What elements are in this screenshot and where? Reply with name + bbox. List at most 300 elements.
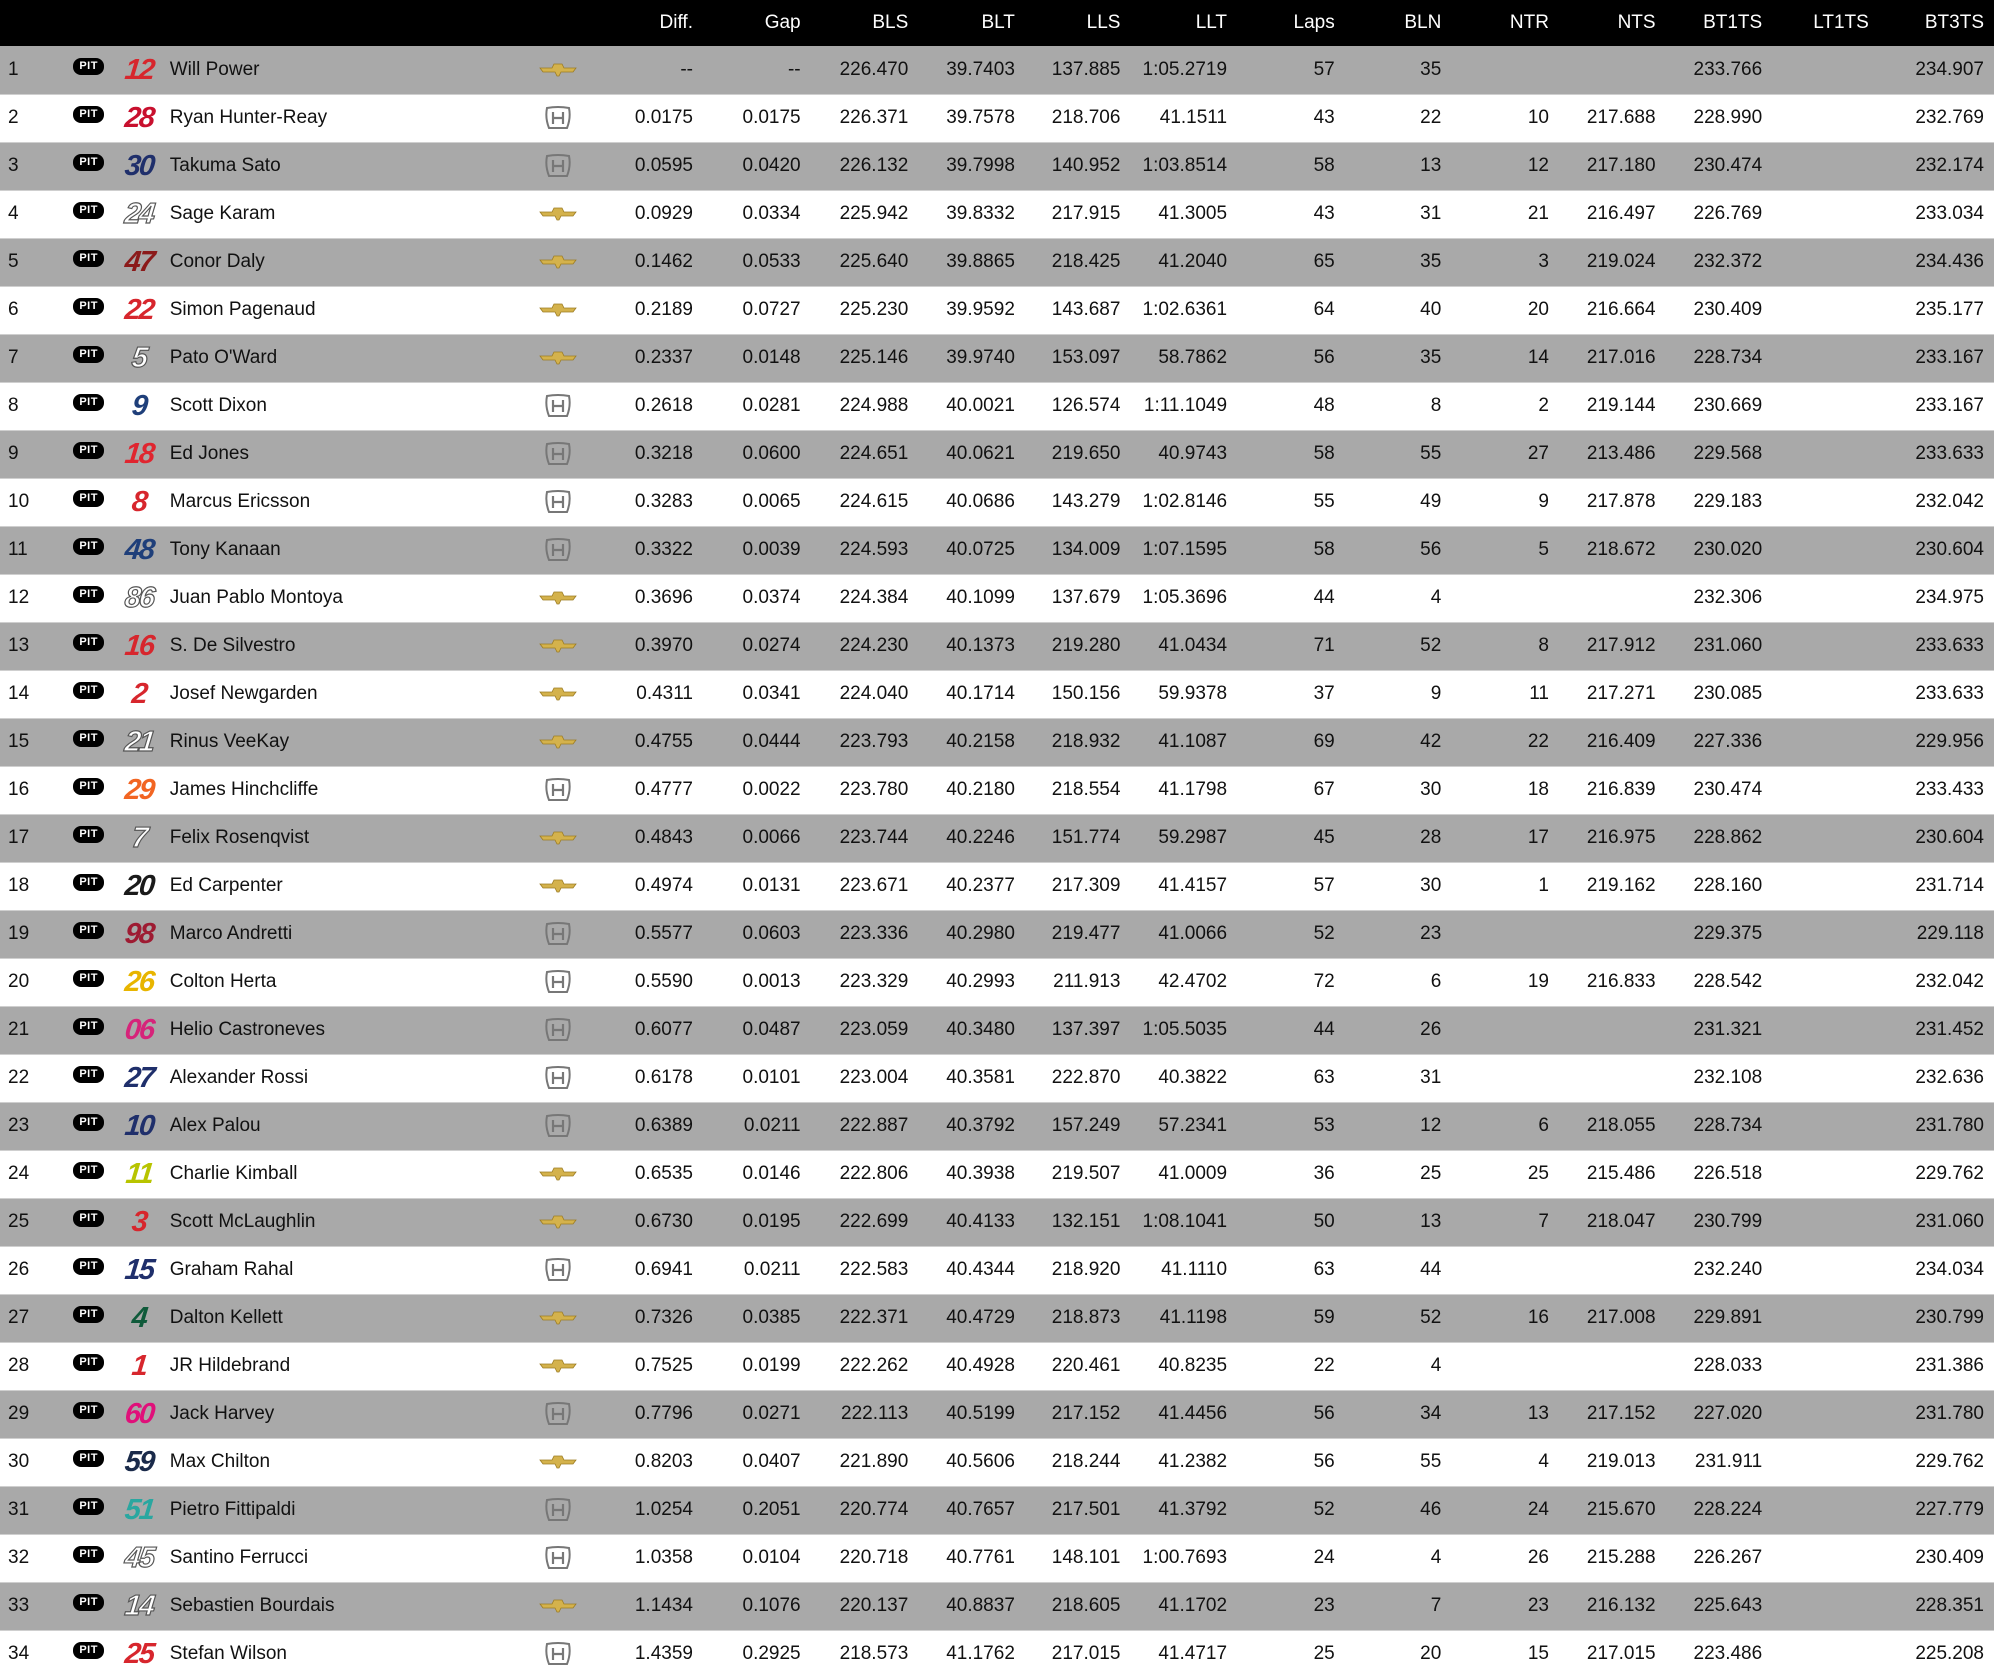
car-number-cell [112,1582,167,1630]
header-lt1ts[interactable]: LT1TS [1813,12,1869,33]
bt1ts-cell: 230.474 [1666,142,1773,190]
gap-cell: 0.0420 [703,142,811,190]
pit-cell [65,1102,111,1150]
position-cell: 8 [0,382,65,430]
header-pit[interactable] [65,0,111,46]
bt1ts-cell: 230.020 [1666,526,1773,574]
header-llt[interactable]: LLT [1195,12,1228,33]
position-cell: 5 [0,238,65,286]
engine-cell [528,1198,589,1246]
car-number-cell [112,1534,167,1582]
llt-cell: 41.1087 [1130,718,1237,766]
laps-cell: 24 [1237,1534,1345,1582]
blt-cell: 39.7998 [918,142,1025,190]
ntr-cell: 23 [1451,1582,1559,1630]
car-number-cell [112,1006,167,1054]
header-pos[interactable] [0,0,65,46]
ntr-cell [1451,910,1559,958]
lls-cell: 222.870 [1025,1054,1131,1102]
car-number-cell [112,814,167,862]
ntr-cell: 14 [1451,334,1559,382]
diff-cell: 1.1434 [589,1582,703,1630]
table-row[interactable] [0,862,1994,910]
driver-name: S. De Silvestro [167,622,528,670]
driver-name: Simon Pagenaud [167,286,528,334]
lt1ts-cell [1772,670,1879,718]
header-blt[interactable]: BLT [981,12,1015,33]
bls-cell: 225.146 [811,334,919,382]
car-number-logo: 28 [123,102,156,134]
table-row[interactable] [0,94,1994,142]
lt1ts-cell [1772,238,1879,286]
position-cell: 9 [0,430,65,478]
header-bt1ts[interactable]: BT1TS [1703,12,1763,33]
table-row[interactable] [0,1486,1994,1534]
pit-badge-icon: PIT [73,490,104,507]
bln-cell: 49 [1345,478,1452,526]
pit-badge-icon: PIT [73,922,104,939]
header-nts[interactable]: NTS [1617,12,1656,33]
llt-cell: 41.1798 [1130,766,1237,814]
blt-cell: 40.4133 [918,1198,1025,1246]
laps-cell: 67 [1237,766,1345,814]
driver-name: Josef Newgarden [167,670,528,718]
bln-cell: 35 [1345,334,1452,382]
table-row[interactable] [0,1438,1994,1486]
car-number-cell [112,190,167,238]
pit-badge-icon: PIT [73,346,104,363]
llt-cell: 41.2382 [1130,1438,1237,1486]
diff-cell: 0.4974 [589,862,703,910]
table-row[interactable] [0,1246,1994,1294]
header-laps[interactable]: Laps [1293,12,1335,33]
table-row[interactable] [0,574,1994,622]
engine-cell [528,526,589,574]
table-row[interactable] [0,1054,1994,1102]
bt3ts-cell: 228.351 [1879,1582,1994,1630]
table-row[interactable] [0,718,1994,766]
laps-cell: 25 [1237,1630,1345,1678]
chevrolet-icon [539,731,577,752]
driver-name: Ed Carpenter [167,862,528,910]
car-number-logo: 30 [123,150,156,182]
engine-cell [528,286,589,334]
ntr-cell: 4 [1451,1438,1559,1486]
driver-name: Max Chilton [167,1438,528,1486]
engine-cell [528,1006,589,1054]
bt1ts-cell: 230.799 [1666,1198,1773,1246]
engine-cell [528,1294,589,1342]
lls-cell: 218.706 [1025,94,1131,142]
pit-cell [65,1534,111,1582]
nts-cell [1559,1342,1666,1390]
car-number-cell [112,1054,167,1102]
car-number-logo: 21 [123,726,156,758]
driver-name: Marco Andretti [167,910,528,958]
llt-cell: 41.1110 [1130,1246,1237,1294]
bls-cell: 222.113 [811,1390,919,1438]
nts-cell: 217.180 [1559,142,1666,190]
bt1ts-cell: 232.240 [1666,1246,1773,1294]
car-number-cell [112,1486,167,1534]
laps-cell: 45 [1237,814,1345,862]
table-row[interactable] [0,766,1994,814]
diff-cell: 0.4777 [589,766,703,814]
chevrolet-icon [539,203,577,224]
engine-cell [528,910,589,958]
lls-cell: 218.873 [1025,1294,1131,1342]
car-number-logo: 06 [123,1014,156,1046]
bln-cell: 35 [1345,238,1452,286]
pit-cell [65,622,111,670]
header-gap[interactable]: Gap [764,12,801,33]
engine-cell [528,958,589,1006]
llt-cell: 41.1511 [1130,94,1237,142]
bt3ts-cell: 234.975 [1879,574,1994,622]
header-driver[interactable] [167,0,528,46]
diff-cell: 0.7326 [589,1294,703,1342]
gap-cell: 0.0065 [703,478,811,526]
car-number-cell [112,526,167,574]
header-car[interactable] [112,0,167,46]
lt1ts-cell [1772,1582,1879,1630]
table-row[interactable] [0,958,1994,1006]
car-number-logo: 25 [123,1638,156,1671]
bls-cell: 220.774 [811,1486,919,1534]
table-row[interactable] [0,1006,1994,1054]
header-lls[interactable]: LLS [1086,12,1121,33]
car-number-logo: 59 [123,1446,156,1478]
pit-cell [65,1054,111,1102]
car-number-cell [112,1438,167,1486]
honda-icon [544,923,572,944]
bls-cell: 222.583 [811,1246,919,1294]
car-number-cell [112,1102,167,1150]
table-row[interactable] [0,430,1994,478]
pit-badge-icon: PIT [73,1498,104,1515]
bls-cell: 224.651 [811,430,919,478]
table-row[interactable] [0,286,1994,334]
driver-name: Dalton Kellett [167,1294,528,1342]
bt3ts-cell: 232.174 [1879,142,1994,190]
laps-cell: 37 [1237,670,1345,718]
pit-badge-icon: PIT [73,874,104,891]
blt-cell: 40.8837 [918,1582,1025,1630]
header-bls[interactable]: BLS [872,12,909,33]
bt3ts-cell: 230.604 [1879,526,1994,574]
laps-cell: 63 [1237,1246,1345,1294]
llt-cell: 41.1198 [1130,1294,1237,1342]
gap-cell: 0.0199 [703,1342,811,1390]
engine-cell [528,1486,589,1534]
position-cell: 6 [0,286,65,334]
llt-cell: 1:05.3696 [1130,574,1237,622]
position-cell: 30 [0,1438,65,1486]
blt-cell: 40.7761 [918,1534,1025,1582]
lt1ts-cell [1772,958,1879,1006]
honda-icon [544,1019,572,1040]
lt1ts-cell [1772,718,1879,766]
lt1ts-cell [1772,334,1879,382]
bt1ts-cell: 230.085 [1666,670,1773,718]
position-cell: 27 [0,1294,65,1342]
lt1ts-cell [1772,1102,1879,1150]
bt3ts-cell: 229.762 [1879,1438,1994,1486]
lls-cell: 218.920 [1025,1246,1131,1294]
table-row[interactable] [0,1198,1994,1246]
bt1ts-cell: 229.891 [1666,1294,1773,1342]
ntr-cell: 6 [1451,1102,1559,1150]
table-row[interactable] [0,190,1994,238]
gap-cell: 0.0022 [703,766,811,814]
position-cell: 22 [0,1054,65,1102]
bls-cell: 224.040 [811,670,919,718]
diff-cell: 0.6941 [589,1246,703,1294]
pit-badge-icon: PIT [73,1114,104,1131]
bls-cell: 225.640 [811,238,919,286]
table-row[interactable] [0,238,1994,286]
table-row[interactable] [0,526,1994,574]
gap-cell: 0.1076 [703,1582,811,1630]
ntr-cell: 13 [1451,1390,1559,1438]
lls-cell: 151.774 [1025,814,1131,862]
position-cell: 21 [0,1006,65,1054]
pit-cell [65,334,111,382]
laps-cell: 58 [1237,142,1345,190]
table-row[interactable] [0,382,1994,430]
lt1ts-cell [1772,1438,1879,1486]
bt3ts-cell: 229.118 [1879,910,1994,958]
lls-cell: 132.151 [1025,1198,1131,1246]
diff-cell: 0.1462 [589,238,703,286]
driver-name: Helio Castroneves [167,1006,528,1054]
bt1ts-cell: 232.372 [1666,238,1773,286]
pit-cell [65,670,111,718]
table-row[interactable] [0,1150,1994,1198]
blt-cell: 40.2246 [918,814,1025,862]
diff-cell: 0.7525 [589,1342,703,1390]
driver-name: Charlie Kimball [167,1150,528,1198]
engine-cell [528,46,589,94]
nts-cell [1559,1246,1666,1294]
llt-cell: 41.0066 [1130,910,1237,958]
ntr-cell: 22 [1451,718,1559,766]
ntr-cell: 2 [1451,382,1559,430]
bls-cell: 218.573 [811,1630,919,1678]
llt-cell: 1:03.8514 [1130,142,1237,190]
lt1ts-cell [1772,1198,1879,1246]
position-cell: 26 [0,1246,65,1294]
bt1ts-cell: 227.336 [1666,718,1773,766]
gap-cell: 0.0104 [703,1534,811,1582]
car-number-cell [112,718,167,766]
lt1ts-cell [1772,1630,1879,1678]
driver-name: Conor Daly [167,238,528,286]
bt1ts-cell: 226.518 [1666,1150,1773,1198]
diff-cell: 0.6178 [589,1054,703,1102]
engine-cell [528,334,589,382]
car-number-logo: 9 [130,390,149,422]
table-row[interactable] [0,142,1994,190]
pit-badge-icon: PIT [73,634,104,651]
driver-name: Pato O'Ward [167,334,528,382]
engine-cell [528,1438,589,1486]
nts-cell: 217.271 [1559,670,1666,718]
pit-cell [65,814,111,862]
bln-cell: 46 [1345,1486,1452,1534]
gap-cell: 0.0600 [703,430,811,478]
pit-cell [65,142,111,190]
table-row[interactable] [0,46,1994,94]
bls-cell: 224.593 [811,526,919,574]
car-number-cell [112,94,167,142]
car-number-cell [112,1342,167,1390]
bt3ts-cell: 231.452 [1879,1006,1994,1054]
lls-cell: 218.932 [1025,718,1131,766]
table-row[interactable] [0,1294,1994,1342]
pit-badge-icon: PIT [73,538,104,555]
laps-cell: 59 [1237,1294,1345,1342]
car-number-logo: 60 [123,1398,156,1430]
table-row[interactable] [0,1534,1994,1582]
table-row[interactable] [0,622,1994,670]
bln-cell: 12 [1345,1102,1452,1150]
table-row[interactable] [0,910,1994,958]
bls-cell: 223.329 [811,958,919,1006]
bls-cell: 223.059 [811,1006,919,1054]
engine-cell [528,190,589,238]
ntr-cell: 16 [1451,1294,1559,1342]
table-row[interactable] [0,478,1994,526]
driver-name: Takuma Sato [167,142,528,190]
table-row[interactable] [0,1390,1994,1438]
pit-badge-icon: PIT [73,1546,104,1563]
chevrolet-icon [539,683,577,704]
header-ntr[interactable]: NTR [1509,12,1549,33]
llt-cell: 59.2987 [1130,814,1237,862]
timing-body [0,46,1994,1678]
car-number-cell [112,382,167,430]
table-row[interactable] [0,1342,1994,1390]
gap-cell: 0.0146 [703,1150,811,1198]
bt3ts-cell: 231.780 [1879,1102,1994,1150]
ntr-cell [1451,1054,1559,1102]
position-cell: 31 [0,1486,65,1534]
gap-cell: 0.0066 [703,814,811,862]
lls-cell: 217.015 [1025,1630,1131,1678]
car-number-logo: 45 [123,1542,156,1574]
pit-badge-icon: PIT [73,826,104,843]
laps-cell: 56 [1237,334,1345,382]
header-bln[interactable]: BLN [1404,12,1442,33]
engine-cell [528,862,589,910]
gap-cell: 0.0487 [703,1006,811,1054]
bls-cell: 224.230 [811,622,919,670]
header-bt3ts[interactable]: BT3TS [1924,12,1984,33]
diff-cell: 0.2189 [589,286,703,334]
nts-cell: 216.975 [1559,814,1666,862]
table-row[interactable] [0,1582,1994,1630]
nts-cell: 217.878 [1559,478,1666,526]
table-row[interactable] [0,670,1994,718]
nts-cell: 217.152 [1559,1390,1666,1438]
bln-cell: 22 [1345,94,1452,142]
bt3ts-cell: 231.386 [1879,1342,1994,1390]
position-cell: 28 [0,1342,65,1390]
honda-icon [544,1547,572,1568]
position-cell: 16 [0,766,65,814]
diff-cell: 1.0358 [589,1534,703,1582]
pit-badge-icon: PIT [73,1018,104,1035]
car-number-cell [112,334,167,382]
position-cell: 23 [0,1102,65,1150]
table-row[interactable] [0,814,1994,862]
table-row[interactable] [0,1630,1994,1678]
pit-badge-icon: PIT [73,298,104,315]
honda-icon [544,107,572,128]
gap-cell: 0.0603 [703,910,811,958]
car-number-cell [112,286,167,334]
driver-name: Graham Rahal [167,1246,528,1294]
table-row[interactable] [0,1102,1994,1150]
laps-cell: 72 [1237,958,1345,1006]
lls-cell: 218.425 [1025,238,1131,286]
laps-cell: 55 [1237,478,1345,526]
pit-cell [65,1486,111,1534]
ntr-cell: 9 [1451,478,1559,526]
bt1ts-cell: 228.542 [1666,958,1773,1006]
pit-badge-icon: PIT [73,1210,104,1227]
diff-cell: 0.5590 [589,958,703,1006]
nts-cell: 216.497 [1559,190,1666,238]
ntr-cell: 24 [1451,1486,1559,1534]
driver-name: Pietro Fittipaldi [167,1486,528,1534]
bls-cell: 226.132 [811,142,919,190]
lls-cell: 219.650 [1025,430,1131,478]
car-number-logo: 51 [123,1494,156,1526]
nts-cell [1559,574,1666,622]
gap-cell: 0.0334 [703,190,811,238]
header-engine[interactable] [528,0,589,46]
bln-cell: 13 [1345,1198,1452,1246]
pit-cell [65,430,111,478]
header-diff[interactable]: Diff. [659,12,693,33]
pit-cell [65,1630,111,1678]
lt1ts-cell [1772,766,1879,814]
bt3ts-cell: 231.780 [1879,1390,1994,1438]
bt3ts-cell: 229.956 [1879,718,1994,766]
lt1ts-cell [1772,862,1879,910]
position-cell: 19 [0,910,65,958]
bls-cell: 220.718 [811,1534,919,1582]
diff-cell: 0.2337 [589,334,703,382]
pit-badge-icon: PIT [73,730,104,747]
bln-cell: 28 [1345,814,1452,862]
llt-cell: 41.3792 [1130,1486,1237,1534]
car-number-cell [112,430,167,478]
car-number-logo: 11 [124,1158,155,1190]
lt1ts-cell [1772,382,1879,430]
diff-cell: 0.3970 [589,622,703,670]
table-row[interactable] [0,334,1994,382]
engine-cell [528,814,589,862]
bt3ts-cell: 233.633 [1879,430,1994,478]
chevrolet-icon [539,1355,577,1376]
chevrolet-icon [539,1307,577,1328]
pit-cell [65,46,111,94]
engine-cell [528,1534,589,1582]
engine-cell [528,142,589,190]
